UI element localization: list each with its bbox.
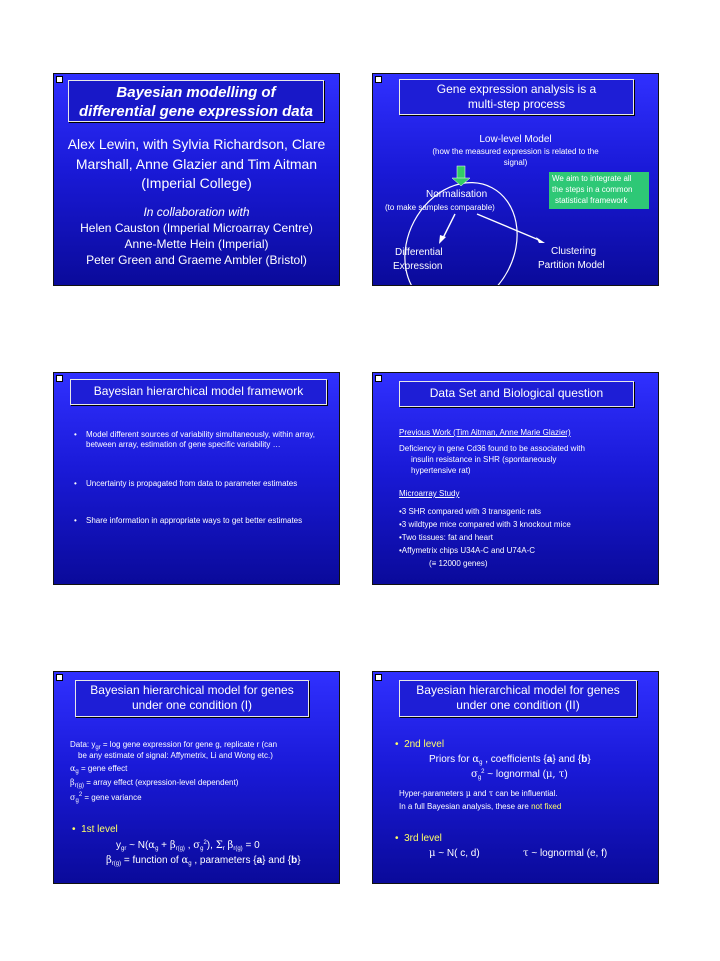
text-run: b (291, 855, 298, 866)
text-run: = 0 (242, 840, 260, 851)
greek-symbol: Σ (215, 840, 223, 851)
title-line-2: multi-step process (467, 97, 566, 111)
slide-title-box (68, 80, 324, 122)
text-run: a (256, 855, 263, 866)
array-effect-equation (106, 855, 301, 868)
title-line-1: Bayesian hierarchical model for genes (416, 683, 620, 697)
greek-symbol: τ (488, 789, 494, 798)
greek-symbol: β (169, 840, 176, 851)
integrate-note-box (549, 172, 649, 209)
clustering-label-2: Partition Model (538, 260, 605, 271)
differential-expression-label-1: Differential (395, 247, 443, 258)
text-run: 2nd level (404, 739, 445, 750)
beta-definition (70, 778, 238, 790)
slide-title-box (399, 381, 634, 407)
subscript: g (200, 846, 204, 852)
sigma-prior-line (471, 769, 568, 782)
title-line-1: Gene expression analysis is a (436, 82, 597, 96)
greek-symbol: σ (471, 769, 478, 780)
text-run: ~ N( c, d) (435, 848, 480, 859)
text-run: , parameters { (191, 855, 257, 866)
slide-corner-marker (56, 76, 63, 83)
full-bayesian-line (399, 802, 561, 811)
slide-title-box (399, 680, 637, 717)
slide-corner-marker (375, 674, 382, 681)
greek-symbol: α (181, 855, 189, 866)
slide-title (53, 73, 340, 286)
subscript: r(g) (74, 783, 84, 789)
text-run: = gene effect (78, 764, 128, 773)
greek-symbol: μ (465, 789, 471, 798)
text-run: Priors for (429, 754, 473, 765)
study-item: •Affymetrix chips U34A-C and U74A-C (399, 546, 536, 555)
text-run: ~ lognormal ( (484, 769, 546, 780)
text-run: a (546, 754, 553, 765)
previous-work-line-2: insulin resistance in SHR (spontaneously (411, 455, 557, 464)
title-line-1: Bayesian modelling of (116, 84, 276, 101)
study-item: •3 wildtype mice compared with 3 knockout mice (399, 520, 571, 529)
normalisation-label: Normalisation (426, 189, 488, 200)
slide-title-box (70, 379, 327, 405)
priors-line (429, 754, 591, 767)
integrate-note-3: statistical framework (555, 196, 628, 205)
slide-dataset (372, 372, 659, 585)
clustering-label-1: Clustering (551, 246, 597, 257)
study-item: •Two tissues: fat and heart (399, 533, 493, 542)
study-item: •3 SHR compared with 3 transgenic rats (399, 507, 541, 516)
text-run: = function of (121, 855, 182, 866)
text-run: 3rd level (404, 833, 442, 844)
subscript: g (188, 861, 192, 867)
title-line-2: differential gene expression data (79, 103, 313, 120)
author-line-2: Marshall, Anne Glazier and Tim Aitman (75, 156, 318, 172)
slide-title-text: Bayesian hierarchical model framework (93, 384, 304, 398)
greek-symbol: β (106, 855, 112, 866)
text-run: can be influential. (493, 789, 558, 798)
hyperparameters-line (399, 789, 558, 798)
bullet-text: Uncertainty is propagated from data to parameter estimates (86, 479, 298, 488)
superscript: 2 (78, 792, 83, 798)
superscript: 2 (481, 769, 485, 775)
arrow-line-norm-to-diff (443, 214, 455, 238)
slide-model-one (53, 671, 340, 884)
bullet-text: Share information in appropriate ways to get better estimates (86, 516, 303, 525)
alpha-definition (70, 764, 127, 776)
text-run: ), (206, 840, 216, 851)
text-run: } and { (262, 855, 292, 866)
text-run: ~ lognormal (e, f) (528, 848, 608, 859)
greek-symbol: σ (193, 840, 201, 851)
subscript: r(g) (175, 846, 185, 852)
highlight-text: not fixed (531, 802, 562, 811)
previous-work-line-1: Deficiency in gene Cd36 found to be associated with (399, 444, 585, 453)
subscript: g (477, 775, 482, 781)
slide-corner-marker (56, 674, 63, 681)
first-level-heading (72, 824, 118, 836)
text-run: = array effect (expression-level dependent) (83, 778, 239, 787)
low-level-note-2: signal) (503, 158, 528, 167)
greek-symbol: α (472, 754, 480, 765)
previous-work-heading: Previous Work (Tim Aitman, Anne Marie Glazier) (399, 428, 571, 437)
text-run: = log gene expression for gene g, replicate r (can (100, 740, 278, 749)
greek-symbol: α (148, 840, 156, 851)
sigma-definition (70, 792, 142, 805)
title-line-2: under one condition (I) (131, 698, 253, 712)
text-run: Hyper-parameters (399, 789, 466, 798)
second-level-heading (395, 739, 444, 751)
first-level-equation (116, 840, 260, 853)
subscript: r(g) (111, 861, 122, 867)
mu-prior (429, 848, 480, 860)
text-run: Data: y (70, 740, 96, 749)
text-run: } (587, 754, 591, 765)
text-run: 1st level (81, 824, 118, 835)
text-run: and (470, 789, 489, 798)
greek-symbol: σ (70, 793, 76, 802)
subscript: gr (95, 745, 101, 751)
arrow-line-norm-to-clust (477, 214, 539, 240)
bullet-text: Model different sources of variability simultaneously, within array, between array, estimation of gene specific variability … (86, 430, 315, 449)
subscript: g (75, 798, 79, 804)
bullet-dot: • (74, 479, 77, 488)
title-line-1: Bayesian hierarchical model for genes (90, 683, 294, 697)
slide-model-two (372, 671, 659, 884)
text-run: b (581, 754, 588, 765)
author-line-1: Alex Lewin, with Sylvia Richardson, Clare (67, 136, 326, 152)
bullet-dot: • (74, 430, 77, 439)
slide-framework (53, 372, 340, 585)
greek-symbol: β (70, 778, 75, 787)
slide-title-box (75, 680, 309, 717)
text-run: + (158, 840, 170, 851)
low-level-model-label: Low-level Model (479, 134, 552, 145)
text-run: ) (564, 769, 568, 780)
slide-corner-marker (56, 375, 63, 382)
text-run: } (297, 855, 301, 866)
slide-corner-marker (375, 375, 382, 382)
subscript: r (222, 846, 225, 852)
text-run: y (116, 840, 121, 851)
subscript: g (155, 846, 159, 852)
text-run: In a full Bayesian analysis, these are (399, 802, 532, 811)
collab-heading: In collaboration with (143, 205, 250, 219)
collab-line-3: Peter Green and Graeme Ambler (Bristol) (86, 253, 307, 267)
collab-line-1: Helen Causton (Imperial Microarray Centre) (80, 221, 313, 235)
integrate-note-1: We aim to integrate all (552, 174, 632, 183)
collab-line-2: Anne-Mette Hein (Imperial) (124, 237, 269, 251)
text-run: , coefficients { (482, 754, 547, 765)
third-level-heading (395, 833, 442, 845)
low-level-note-1: (how the measured expression is related to the (432, 147, 599, 156)
greek-symbol: τ (523, 848, 529, 859)
tau-prior (523, 848, 607, 860)
greek-symbol: μ, τ (545, 769, 565, 780)
text-run: , (184, 840, 194, 851)
superscript: 2 (203, 840, 207, 846)
greek-symbol: μ (429, 848, 436, 859)
text-run: ~ N( (126, 840, 149, 851)
greek-symbol: β (227, 840, 234, 851)
bullet-dot: • (74, 516, 77, 525)
normalisation-note: (to make samples comparable) (385, 203, 495, 212)
genes-note: (≡ 12000 genes) (429, 559, 488, 568)
text-run: } and { (552, 754, 582, 765)
slide-multistep (372, 73, 659, 286)
subscript: gr (121, 846, 127, 852)
subscript: g (75, 769, 79, 775)
previous-work-line-3: hypertensive rat) (411, 466, 471, 475)
bullet-dot: • (395, 739, 405, 750)
arrow-head-norm-to-diff (439, 235, 446, 244)
author-line-3: (Imperial College) (141, 175, 252, 191)
microarray-study-heading: Microarray Study (399, 489, 460, 498)
greek-symbol: α (70, 764, 76, 773)
arrow-shaft-low-to-norm (457, 166, 465, 179)
differential-expression-label-2: Expression (393, 261, 443, 272)
data-definition-line-2: be any estimate of signal: Affymetrix, Li and Wong etc.) (78, 751, 273, 760)
subscript: r(g) (233, 846, 243, 852)
bullet-dot: • (72, 824, 82, 835)
text-run: = gene variance (82, 793, 142, 802)
integrate-note-2: the steps in a common (552, 185, 633, 194)
title-line-2: under one condition (II) (456, 698, 580, 712)
slide-title-text: Data Set and Biological question (429, 386, 604, 400)
bullet-dot: • (395, 833, 405, 844)
subscript: g (479, 760, 483, 766)
